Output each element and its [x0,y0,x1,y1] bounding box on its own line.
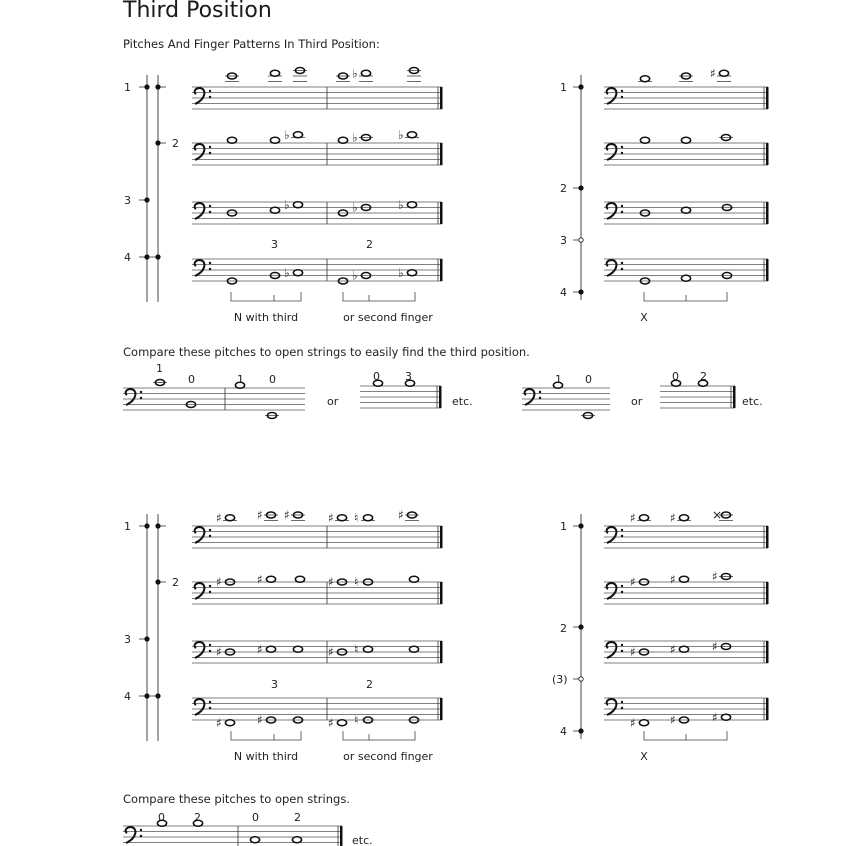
bass-clef-icon [539,391,541,393]
bass-clef-icon [607,260,617,276]
finger-label: 4 [124,251,131,264]
accidental: ♯ [670,572,676,587]
accidental: ♭ [284,197,290,212]
bass-clef-icon [209,262,211,264]
bass-clef-icon [209,591,211,593]
bass-clef-icon [209,152,211,154]
bass-clef-icon [195,642,205,658]
accidental: ♮ [354,642,359,657]
fingering-number: 0 [158,811,165,824]
accidental: ♭ [352,66,358,81]
bass-clef-icon [607,642,617,658]
finger-dot [156,524,160,528]
fingering-number: 0 [585,373,592,386]
finger-dot [145,637,149,641]
accidental: ♯ [216,715,222,730]
whole-note [250,837,259,843]
finger-label: 4 [560,725,567,738]
finger-label: 1 [124,81,131,94]
whole-note [679,646,688,652]
finger-dot [156,85,160,89]
accidental: ♯ [398,508,404,522]
accidental: ♯ [216,510,222,525]
fingering-number: 2 [294,811,301,824]
bass-clef-icon [607,527,617,543]
whole-note [227,137,236,143]
final-barline [766,143,769,165]
whole-note [266,576,275,582]
whole-note [292,837,301,843]
finger-dot [145,85,149,89]
fingering-number: 2 [366,678,373,691]
fingering-number: 2 [366,238,373,251]
whole-note [361,70,370,76]
finger-dot [156,141,160,145]
whole-note [681,207,690,213]
accidental: ♭ [352,200,358,215]
whole-note [270,70,279,76]
final-barline [440,582,443,604]
final-barline [439,386,442,408]
accidental: ♮ [354,575,359,589]
whole-note [407,202,416,208]
whole-note [409,576,418,582]
finger-dot [156,580,160,584]
finger-dot [145,255,149,259]
bass-clef-icon [140,829,142,831]
final-barline [766,698,769,720]
accidental: ♯ [257,642,263,657]
whole-note [681,137,690,143]
accidental: ♮ [354,510,359,525]
bass-clef-icon [195,583,205,599]
whole-note [409,646,418,652]
fingering-number: 3 [271,678,278,691]
finger-dot [145,524,149,528]
whole-note [681,275,690,281]
accidental: ♯ [710,66,716,81]
finger-dot [579,186,583,190]
accidental: ♯ [284,508,290,522]
whole-note [225,720,234,726]
bass-clef-icon [621,535,623,537]
accidental: ♯ [328,645,334,659]
whole-note [719,70,728,76]
finger-label: 2 [560,182,567,195]
bass-clef-icon [621,650,623,652]
finger-label: 1 [124,520,131,533]
bass-clef-icon [209,268,211,270]
fingering-number: 2 [700,370,707,383]
final-barline [440,641,443,663]
finger-label: 4 [124,690,131,703]
accidental: ♯ [630,645,636,659]
whole-note [270,137,279,143]
finger-dot [579,290,583,294]
bass-clef-icon [621,644,623,646]
finger-label: (3) [552,673,568,686]
final-barline [766,259,769,281]
bass-clef-icon [621,701,623,703]
finger-label: 3 [560,234,567,247]
whole-note [293,202,302,208]
bass-clef-icon [607,88,617,104]
finger-dot [156,255,160,259]
accidental: ♯ [630,510,636,525]
accidental: ♭ [352,130,358,145]
etc-label: etc. [352,834,373,846]
fingering-number: 0 [269,373,276,386]
accidental: ♯ [257,508,263,522]
fingering-number: 1 [156,362,163,375]
accidental: ♯ [328,510,334,525]
final-barline [766,202,769,224]
bass-clef-icon [621,707,623,709]
fingering-number: 3 [405,370,412,383]
bass-clef-icon [621,591,623,593]
bracket [231,292,301,301]
whole-note [338,137,347,143]
whole-note [293,270,302,276]
bass-clef-icon [195,144,205,160]
whole-note [266,646,275,652]
final-barline [440,87,443,109]
bass-clef-icon [621,146,623,148]
accidental: ♯ [216,645,222,659]
bass-clef-icon [195,203,205,219]
finger-label: 3 [124,194,131,207]
whole-note [679,515,688,521]
bass-clef-icon [209,211,211,213]
whole-note [295,576,304,582]
finger-label: 4 [560,286,567,299]
accidental: ♯ [216,575,222,589]
or-label: or [327,395,339,408]
finger-dot [579,677,583,681]
bass-clef-icon [140,391,142,393]
bass-clef-icon [195,88,205,104]
bracket [343,731,415,740]
finger-label: 1 [560,520,567,533]
bass-clef-icon [621,262,623,264]
whole-note [640,137,649,143]
final-barline [340,826,343,846]
accidental: ♮ [354,713,359,727]
etc-label: etc. [742,395,763,408]
page-title: Third Position [123,0,272,23]
final-barline [440,259,443,281]
bass-clef-icon [195,260,205,276]
finger-dot [145,694,149,698]
final-barline [440,698,443,720]
finger-label: 2 [560,622,567,635]
bass-clef-icon [126,827,136,843]
whole-note [293,132,302,138]
fingering-number: 0 [373,370,380,383]
bass-clef-icon [209,146,211,148]
bracket [644,731,727,740]
bracket-label: or second finger [343,311,433,324]
compare-caption: Compare these pitches to open strings to easily find the third position. [123,345,530,359]
whole-note [363,646,372,652]
finger-dot [156,694,160,698]
accidental: ♭ [284,127,290,142]
final-barline [766,641,769,663]
fingering-number: 0 [252,811,259,824]
whole-note [407,270,416,276]
accidental: ♯ [328,575,334,589]
finger-dot [579,85,583,89]
fingering-number: 0 [188,373,195,386]
bass-clef-icon [621,205,623,207]
bass-clef-icon [195,699,205,715]
compare-caption-2: Compare these pitches to open strings. [123,792,350,806]
finger-dot [579,729,583,733]
bass-clef-icon [140,835,142,837]
final-barline [766,87,769,109]
whole-note [639,720,648,726]
accidental: × [712,508,723,522]
accidental: ♯ [670,510,676,525]
whole-note [293,646,302,652]
final-barline [440,202,443,224]
finger-dot [145,198,149,202]
whole-note [721,714,730,720]
whole-note [337,720,346,726]
finger-dot [579,625,583,629]
bracket-label: N with third [233,750,299,763]
section-caption: Pitches And Finger Patterns In Third Position: [123,37,380,51]
accidental: ♯ [712,710,718,725]
bracket [644,292,727,301]
bass-clef-icon [607,203,617,219]
bass-clef-icon [209,585,211,587]
bass-clef-icon [209,529,211,531]
whole-note [639,515,648,521]
finger-label: 2 [172,137,179,150]
bass-clef-icon [621,211,623,213]
bass-clef-icon [209,707,211,709]
whole-note [225,515,234,521]
etc-label: etc. [452,395,473,408]
bass-clef-icon [209,701,211,703]
bass-clef-icon [621,585,623,587]
or-label: or [631,395,643,408]
bass-clef-icon [209,90,211,92]
accidental: ♭ [284,265,290,280]
bass-clef-icon [621,529,623,531]
accidental: ♯ [257,572,263,587]
fingering-number: 2 [194,811,201,824]
fingering-number: 1 [237,373,244,386]
whole-note [270,207,279,213]
accidental: ♭ [398,197,404,212]
bass-clef-icon [621,152,623,154]
accidental: ♯ [630,715,636,730]
bass-clef-icon [621,90,623,92]
finger-dot [579,238,583,242]
final-barline [440,143,443,165]
bass-clef-icon [126,389,136,405]
bracket-label: X [640,311,648,324]
bass-clef-icon [525,389,535,405]
bracket [231,731,301,740]
finger-label: 3 [124,633,131,646]
bass-clef-icon [140,397,142,399]
whole-note [640,76,649,82]
final-barline [440,526,443,548]
accidental: ♭ [352,268,358,283]
fingering-number: 1 [555,373,562,386]
bass-clef-icon [209,96,211,98]
bass-clef-icon [209,650,211,652]
bass-clef-icon [209,205,211,207]
whole-note [407,132,416,138]
accidental: ♯ [257,713,263,727]
whole-note [679,576,688,582]
bracket-label: or second finger [343,750,433,763]
accidental: ♯ [712,569,718,584]
accidental: ♭ [398,265,404,280]
accidental: ♯ [670,642,676,657]
bass-clef-icon [209,644,211,646]
finger-label: 2 [172,576,179,589]
final-barline [766,526,769,548]
bracket [343,292,415,301]
bass-clef-icon [607,144,617,160]
accidental: ♯ [670,713,676,727]
accidental: ♯ [630,575,636,589]
whole-note [363,515,372,521]
accidental: ♭ [398,127,404,142]
bracket-label: X [640,750,648,763]
finger-label: 1 [560,81,567,94]
final-barline [766,582,769,604]
accidental: ♯ [328,715,334,730]
bass-clef-icon [539,397,541,399]
bass-clef-icon [195,527,205,543]
bracket-label: N with third [233,311,299,324]
fingering-number: 0 [672,370,679,383]
whole-note [337,515,346,521]
bass-clef-icon [607,699,617,715]
fingering-number: 3 [271,238,278,251]
accidental: ♯ [712,639,718,654]
final-barline [733,386,736,408]
finger-dot [579,524,583,528]
bass-clef-icon [621,96,623,98]
bass-clef-icon [607,583,617,599]
bass-clef-icon [209,535,211,537]
bass-clef-icon [621,268,623,270]
